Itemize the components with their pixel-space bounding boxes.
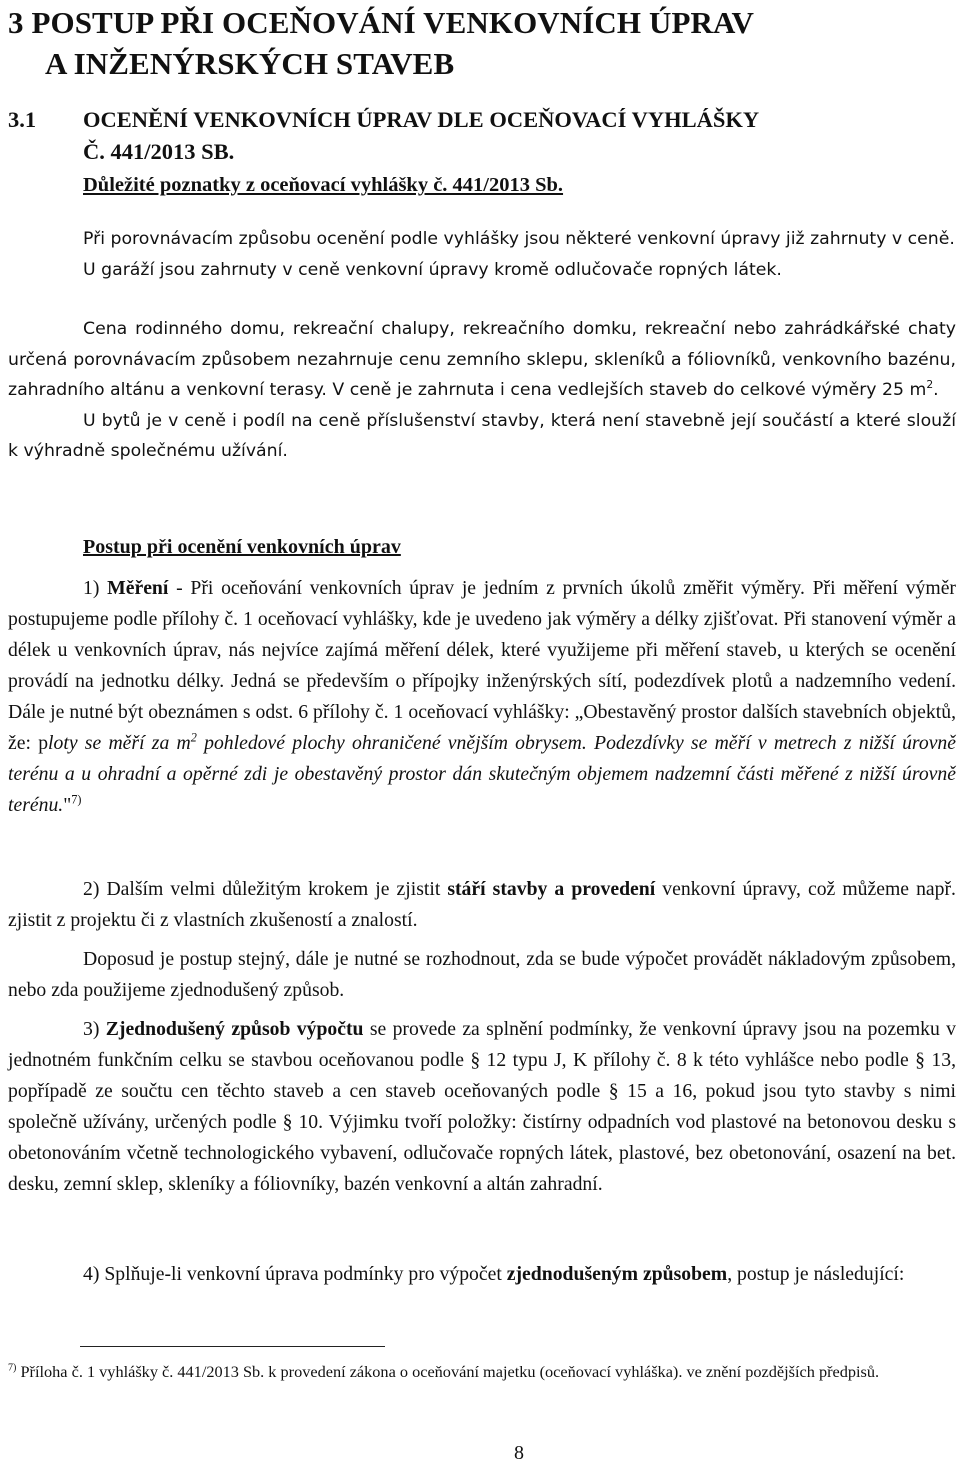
step-2-paragraph (8, 874, 956, 936)
chapter-heading-line-2: A INŽENÝRSKÝCH STAVEB (45, 46, 455, 81)
method-decision-block (8, 944, 956, 1006)
footnote-separator (80, 1346, 385, 1347)
notes-block-1 (8, 224, 956, 285)
procedure-heading: Postup při ocenění venkovních úprav (83, 536, 401, 558)
chapter-heading (8, 2, 754, 84)
step-4-block (8, 1259, 956, 1290)
note-paragraph-1: Při porovnávacím způsobu ocenění podle vyhlášky jsou některé venkovní úpravy již zahrnuty v ceně. (83, 229, 955, 249)
step-2-text-1: Dalším velmi důležitým krokem je zjistit (99, 878, 448, 900)
step-1-italic-part-2: pohledové plochy ohraničené vnějším obrysem. Podezdívky se měří v metrech z nižší úrovně terénu a u ohradní a opěrné zdi je obestavěný prostor dán skutečným objemem nadzemní části měřené z nižší úrovně terénu. (8, 732, 957, 816)
note-paragraph-2: U garáží jsou zahrnuty v ceně venkovní úpravy kromě odlučovače ropných látek. (83, 259, 782, 280)
note-paragraph-3-superscript: 2 (926, 378, 934, 392)
step-3-block (8, 1014, 956, 1200)
step-1-block (8, 573, 956, 821)
note-paragraph-3-end: . (933, 380, 939, 400)
note-paragraph-4: U bytů je v ceně i podíl na ceně příslušenství stavby, která není stavebně její součástí a které slouží k výhradně společnému užívání. (8, 410, 956, 461)
page-number: 8 (514, 1442, 524, 1464)
step-4-text-2: , postup je následující: (727, 1263, 905, 1285)
method-decision-paragraph: Doposud je postup stejný, dále je nutné se rozhodnout, zda se bude výpočet provádět nákladovým způsobem, nebo zda použijeme zjednodušený způsob. (8, 948, 956, 1001)
section-title-part-1: OCENĚNÍ VENKOVNÍCH ÚPRAV DLE OCEŇOVACÍ VYHLÁŠKY (83, 107, 760, 132)
chapter-heading-line-1: 3 POSTUP PŘI OCEŇOVÁNÍ VENKOVNÍCH ÚPRAV (8, 5, 754, 40)
section-number: 3.1 (8, 107, 37, 132)
step-1-number: 1) (83, 577, 100, 599)
section-heading-line-1 (8, 104, 759, 136)
step-4-paragraph (8, 1259, 956, 1290)
footnote-text: Příloha č. 1 vyhlášky č. 441/2013 Sb. k provedení zákona o oceňování majetku (oceňovací vyhláška). ve znění pozdějších předpisů. (16, 1362, 880, 1381)
step-2-keyword: stáří stavby a provedení (447, 878, 656, 900)
section-heading-line-2: Č. 441/2013 SB. (83, 139, 235, 164)
step-3-number: 3) (83, 1018, 100, 1040)
step-2-text-2: venkovní úpravy, což můžeme např. zjistit z projektu či z vlastních zkušeností a znalostí. (8, 878, 956, 931)
footnote-reference: 7) (71, 792, 82, 807)
step-4-text-1: Splňuje-li venkovní úprava podmínky pro výpočet (99, 1263, 507, 1285)
step-1-italic-superscript: 2 (190, 730, 197, 745)
step-2-number: 2) (83, 878, 100, 900)
step-1-paragraph (8, 573, 956, 821)
step-1-text: - Při oceňování venkovních úprav je jedním z prvních úkolů změřit výměry. Při měření výměr postupujeme podle přílohy č. 1 oceňovací vyhlášky, kde je uvedeno jak výměry a délky zjišťovat. Při stanovení výměr a délek u venkovních úprav, nás nejvíce zajímá měření délek, které využijeme při měření staveb, u kterých se ocenění provádí na jednotku délky. Jedná se především o přípojky inženýrských sítí, podezdívek plotů a nadzemního vedení. Dále je nutné být obeznámen s odst. 6 přílohy č. 1 oceňovací vyhlášky: „Obestavěný prostor dalších stavebních objektů, že: p (8, 577, 956, 754)
step-3-text: se provede za splnění podmínky, že venkovní úpravy jsou na pozemku v jednotném funkčním celku se stavbou oceňovanou podle § 12 typu J, K přílohy č. 8 k této vyhlášce nebo podle § 13, popřípadě ze součtu cen těchto staveb a cen staveb oceňovaných podle § 15 a 16, pokud jsou tyto stavby s nimi společně užívány, určených podle § 10. Výjimku tvoří položky: čistírny odpadních vod plastové na betonovou desku s obetonováním včetně technologického vybavení, odlučovače ropných látek, plastové, bez obetonování, osazení na bet. desku, zemní sklep, skleníky a fóliovníky, bazén venkovní a altán zahradní. (8, 1018, 956, 1195)
step-4-number: 4) (83, 1263, 100, 1285)
footnote-mark: 7) (8, 1362, 17, 1374)
note-paragraph-3 (8, 314, 956, 406)
subheading-key-findings: Důležité poznatky z oceňovací vyhlášky č. 441/2013 Sb. (83, 174, 564, 196)
step-1-italic-part-1: loty se měří za m (48, 732, 191, 754)
step-4-keyword: zjednodušeným způsobem (506, 1263, 728, 1285)
footnote (8, 1360, 956, 1384)
note-paragraph-3-text: Cena rodinného domu, rekreační chalupy, rekreačního domku, rekreační nebo zahrádkářské chaty určená porovnávacím způsobem nezahrnuje cenu zemního sklepu, skleníků a fóliovníků, venkovního bazénu, zahradního altánu a venkovní terasy. V ceně je zahrnuta i cena vedlejších staveb do celkové výměry 25 m (8, 319, 956, 400)
step-3-keyword: Zjednodušený způsob výpočtu (105, 1018, 364, 1040)
notes-block-2 (8, 314, 956, 467)
step-1-closing-quote: " (63, 794, 72, 816)
step-3-paragraph (8, 1014, 956, 1200)
section-heading (8, 104, 759, 168)
step-2-block (8, 874, 956, 936)
step-1-keyword: Měření (107, 577, 169, 599)
